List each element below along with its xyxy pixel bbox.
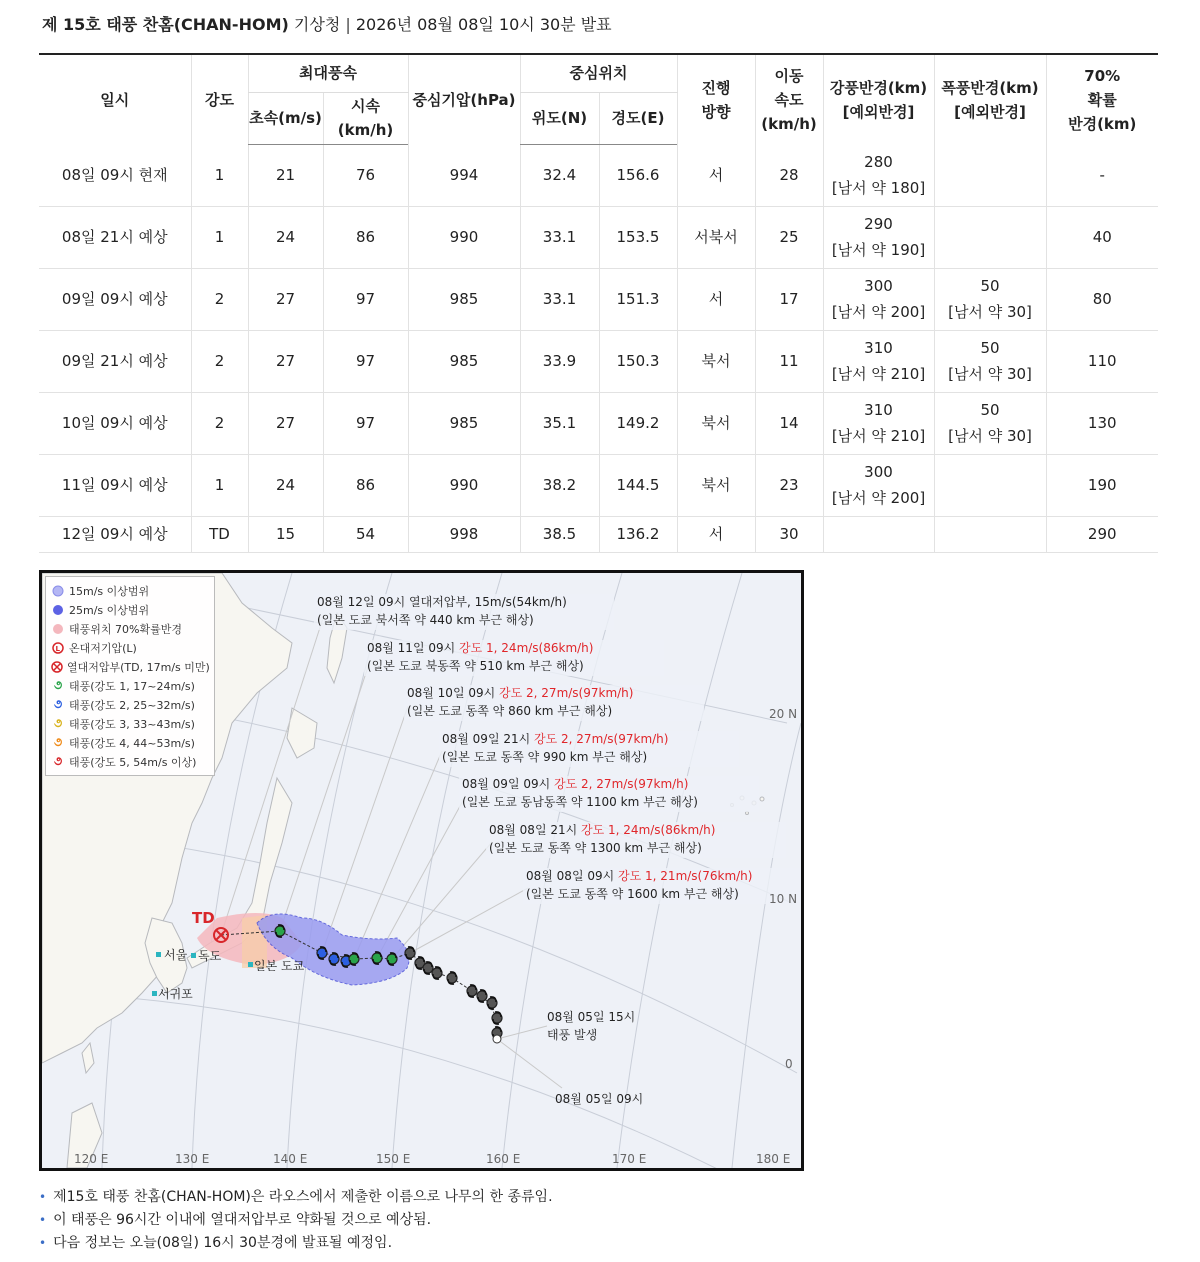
lon-label-140e: 140 E — [273, 1152, 308, 1166]
cell-pressure: 985 — [408, 392, 520, 454]
cell-wind-ms: 21 — [248, 144, 323, 206]
cell-speed: 25 — [755, 206, 823, 268]
header-pressure: 중심기압(hPa) — [408, 54, 520, 144]
annotation-line2: (일본 도쿄 북서쪽 약 440 km 부근 해상) — [317, 613, 534, 627]
cell-gale-radius — [823, 330, 934, 392]
genesis-label: 태풍 발생 — [547, 1028, 598, 1042]
cell-datetime: 10일 09시 예상 — [39, 392, 191, 454]
legend-label: 온대저기압(L) — [69, 641, 137, 655]
cell-datetime: 09일 21시 예상 — [39, 330, 191, 392]
header-wind-ms: 초속(m/s) — [248, 92, 323, 144]
lon-label-130e: 130 E — [175, 1152, 210, 1166]
label-dokdo: 독도 — [198, 949, 222, 963]
header-center: 중심위치 — [520, 54, 677, 92]
header-storm-radius — [934, 54, 1046, 144]
notes-list — [39, 1186, 553, 1255]
cell-prob-radius: 110 — [1046, 330, 1158, 392]
table-row — [39, 392, 1158, 454]
header-prob-line1: 70% — [1084, 66, 1121, 85]
typhoon-red-icon: ૭ — [53, 754, 63, 768]
cell-intensity: 2 — [191, 330, 248, 392]
cell-datetime: 12일 09시 예상 — [39, 516, 191, 552]
gale-radius-value: 310 — [864, 339, 893, 357]
cell-intensity: 1 — [191, 144, 248, 206]
typhoon-blue-icon: ૭ — [53, 697, 63, 711]
gale-radius-value: 280 — [864, 152, 893, 171]
cell-lon: 144.5 — [599, 454, 677, 516]
legend-label: 태풍(강도 2, 25~32m/s) — [69, 698, 195, 712]
cell-lat: 32.4 — [520, 144, 599, 206]
cell-wind-kmh: 76 — [323, 144, 408, 206]
cell-gale-radius — [823, 454, 934, 516]
typhoon-track-map — [39, 570, 804, 1171]
annotation-intensity: 강도 1, 21m/s(76km/h) — [618, 869, 753, 883]
table-row — [39, 330, 1158, 392]
cell-pressure: 985 — [408, 268, 520, 330]
cell-storm-radius — [934, 330, 1046, 392]
gale-radius-exception: [남서 약 210] — [831, 365, 926, 383]
header-storm-line2: [예외반경] — [954, 102, 1026, 121]
gale-radius-exception: [남서 약 180] — [831, 178, 926, 197]
cell-wind-kmh: 97 — [323, 330, 408, 392]
header-direction-line1: 진행 — [701, 78, 731, 97]
cell-storm-radius — [934, 454, 1046, 516]
header-prob-line2: 확률 — [1087, 90, 1117, 109]
annotation-line2: (일본 도쿄 동쪽 약 1300 km 부근 해상) — [489, 841, 702, 855]
cell-wind-ms: 24 — [248, 454, 323, 516]
header-speed — [755, 54, 823, 144]
cell-wind-kmh: 86 — [323, 454, 408, 516]
cell-intensity: 2 — [191, 392, 248, 454]
cell-prob-radius: 290 — [1046, 516, 1158, 552]
cell-direction: 서 — [677, 268, 755, 330]
header-lon: 경도(E) — [599, 92, 677, 144]
cell-wind-kmh: 54 — [323, 516, 408, 552]
circle-pink-icon — [51, 622, 65, 636]
storm-radius-exception: [남서 약 30] — [948, 427, 1032, 445]
header-storm-line1: 폭풍반경(km) — [941, 78, 1039, 97]
header-intensity: 강도 — [191, 54, 248, 144]
cell-lat: 33.1 — [520, 206, 599, 268]
cell-storm-radius — [934, 392, 1046, 454]
cell-prob-radius: 190 — [1046, 454, 1158, 516]
cell-lon: 149.2 — [599, 392, 677, 454]
issued-time: 2026년 08월 08일 10시 30분 발표 — [355, 15, 612, 34]
table-row — [39, 144, 1158, 206]
annotation-line1 — [489, 822, 715, 837]
cell-wind-ms: 24 — [248, 206, 323, 268]
cell-intensity: 1 — [191, 206, 248, 268]
bullet-icon: • — [39, 1213, 47, 1227]
cell-lat: 38.5 — [520, 516, 599, 552]
legend-label: 15m/s 이상범위 — [69, 584, 150, 598]
header-wind-kmh: 시속(km/h) — [323, 92, 408, 144]
table-row — [39, 206, 1158, 268]
td-label: TD — [192, 909, 215, 927]
lat-label-10n: 10 N — [769, 892, 798, 906]
legend-item — [51, 657, 209, 676]
lon-label-160e: 160 E — [486, 1152, 521, 1166]
lon-label-180e: 180 E — [756, 1152, 791, 1166]
annotation-line1 — [526, 868, 752, 883]
legend-label: 태풍(강도 5, 54m/s 이상) — [69, 755, 197, 769]
label-tokyo: 일본 도쿄 — [254, 959, 305, 973]
cell-lon: 136.2 — [599, 516, 677, 552]
storm-radius-value: 50 — [980, 339, 1000, 357]
cell-gale-radius — [823, 206, 934, 268]
forecast-table — [39, 53, 1158, 553]
cell-storm-radius — [934, 144, 1046, 206]
annotation-line2: (일본 도쿄 북동쪽 약 510 km 부근 해상) — [367, 659, 584, 673]
annotation-intensity: 강도 1, 24m/s(86km/h) — [459, 641, 594, 655]
header-prob-line3: 반경(km) — [1068, 114, 1137, 133]
cell-wind-kmh: 86 — [323, 206, 408, 268]
note-text: 다음 정보는 오늘(08일) 16시 30분경에 발표될 예정임. — [53, 1235, 393, 1251]
cell-lat: 33.1 — [520, 268, 599, 330]
annotation-line1 — [407, 685, 633, 700]
svg-text:L: L — [55, 644, 60, 653]
annotation-time: 08월 12일 09시 열대저압부, 15m/s(54km/h) — [317, 595, 567, 609]
cell-storm-radius — [934, 206, 1046, 268]
header-datetime: 일시 — [39, 54, 191, 144]
cell-storm-radius — [934, 516, 1046, 552]
cell-speed: 28 — [755, 144, 823, 206]
annotation-line1 — [367, 640, 593, 655]
header-prob-radius — [1046, 54, 1158, 144]
legend-item — [51, 733, 209, 752]
cell-pressure: 990 — [408, 206, 520, 268]
typhoon-orange-icon: ૭ — [53, 735, 63, 749]
lat-label-0: 0 — [785, 1057, 793, 1071]
gale-radius-exception: [남서 약 190] — [831, 241, 926, 259]
cell-speed: 11 — [755, 330, 823, 392]
cell-lat: 33.9 — [520, 330, 599, 392]
seoul-marker — [156, 952, 161, 957]
cell-direction: 북서 — [677, 454, 755, 516]
legend-label: 태풍(강도 1, 17~24m/s) — [69, 679, 195, 693]
circle-blue-icon — [51, 603, 65, 617]
gale-radius-value: 300 — [864, 463, 893, 481]
annotation-line2: (일본 도쿄 동쪽 약 1600 km 부근 해상) — [526, 887, 739, 901]
cell-datetime: 08일 09시 현재 — [39, 144, 191, 206]
cell-direction: 서 — [677, 516, 755, 552]
cell-speed: 30 — [755, 516, 823, 552]
legend-item — [51, 600, 209, 619]
cell-direction: 서 — [677, 144, 755, 206]
cell-direction: 서북서 — [677, 206, 755, 268]
bullet-icon: • — [39, 1236, 47, 1250]
source-label: 기상청 — [293, 15, 341, 34]
gale-radius-value: 310 — [864, 401, 893, 419]
note-text: 이 태풍은 96시간 이내에 열대저압부로 약화될 것으로 예상됨. — [53, 1212, 432, 1228]
gale-radius-exception: [남서 약 200] — [831, 303, 926, 321]
cell-lon: 151.3 — [599, 268, 677, 330]
annotation-time: 08월 08일 09시 — [526, 869, 619, 883]
cell-speed: 17 — [755, 268, 823, 330]
legend-item — [51, 676, 209, 695]
header-direction — [677, 54, 755, 144]
cell-pressure: 998 — [408, 516, 520, 552]
annotation-time: 08월 11일 09시 — [367, 641, 460, 655]
label-seogwipo: 서귀포 — [158, 987, 193, 1001]
cell-datetime: 11일 09시 예상 — [39, 454, 191, 516]
cell-wind-ms: 27 — [248, 330, 323, 392]
annotation-time: 08월 09일 09시 — [462, 777, 555, 791]
header-lat: 위도(N) — [520, 92, 599, 144]
typhoon-title: 제 15호 태풍 찬홈(CHAN-HOM) — [42, 15, 289, 34]
tokyo-marker — [248, 962, 253, 967]
cell-lon: 156.6 — [599, 144, 677, 206]
start-point-icon — [493, 1035, 501, 1043]
note-text: 제15호 태풍 찬홈(CHAN-HOM)은 라오스에서 제출한 이름으로 나무의 한 종류임. — [53, 1189, 553, 1205]
gale-radius-exception: [남서 약 210] — [831, 427, 926, 445]
gale-radius-value: 300 — [864, 277, 893, 295]
cell-wind-ms: 15 — [248, 516, 323, 552]
legend-label: 태풍위치 70%확률반경 — [69, 622, 182, 636]
cell-speed: 14 — [755, 392, 823, 454]
header-gale-line1: 강풍반경(km) — [829, 78, 928, 97]
cell-pressure: 994 — [408, 144, 520, 206]
cell-pressure: 990 — [408, 454, 520, 516]
table-row — [39, 268, 1158, 330]
annotation-time: 08월 09일 21시 — [442, 732, 535, 746]
cell-speed: 23 — [755, 454, 823, 516]
cell-direction: 북서 — [677, 330, 755, 392]
start-date: 08월 05일 09시 — [555, 1092, 644, 1106]
storm-radius-exception: [남서 약 30] — [948, 365, 1032, 383]
page-title — [42, 12, 612, 35]
cell-gale-radius — [823, 392, 934, 454]
legend-item — [51, 695, 209, 714]
header-speed-line3: (km/h) — [761, 114, 817, 133]
table-row — [39, 454, 1158, 516]
cell-gale-radius — [823, 144, 934, 206]
cell-lat: 38.2 — [520, 454, 599, 516]
cell-datetime: 09일 09시 예상 — [39, 268, 191, 330]
legend-label: 태풍(강도 3, 33~43m/s) — [69, 717, 195, 731]
annotation-intensity: 강도 1, 24m/s(86km/h) — [581, 823, 716, 837]
cell-lon: 150.3 — [599, 330, 677, 392]
tropical-depression-icon — [51, 660, 63, 674]
extratropical-low-icon — [51, 641, 65, 655]
note-item — [39, 1186, 553, 1209]
legend-item — [51, 752, 209, 771]
genesis-date: 08월 05일 15시 — [547, 1010, 636, 1024]
label-seoul: 서울 — [164, 948, 188, 962]
cell-direction: 북서 — [677, 392, 755, 454]
header-speed-line1: 이동 — [774, 66, 804, 85]
cell-wind-ms: 27 — [248, 268, 323, 330]
cell-pressure: 985 — [408, 330, 520, 392]
cell-datetime: 08일 21시 예상 — [39, 206, 191, 268]
circle-light-blue-icon — [51, 584, 65, 598]
lon-label-150e: 150 E — [376, 1152, 411, 1166]
note-item — [39, 1209, 553, 1232]
cell-lat: 35.1 — [520, 392, 599, 454]
note-item — [39, 1232, 553, 1255]
header-direction-line2: 방향 — [701, 102, 731, 121]
gale-radius-exception: [남서 약 200] — [831, 489, 926, 507]
forecast-table-body — [39, 144, 1158, 552]
cell-wind-kmh: 97 — [323, 268, 408, 330]
annotation-intensity: 강도 2, 27m/s(97km/h) — [499, 686, 634, 700]
cell-gale-radius — [823, 268, 934, 330]
lon-label-170e: 170 E — [612, 1152, 647, 1166]
header-gale-line2: [예외반경] — [842, 102, 915, 121]
header-speed-line2: 속도 — [774, 90, 804, 109]
dokdo-marker — [191, 953, 196, 958]
typhoon-green-icon: ૭ — [53, 678, 63, 692]
annotation-intensity: 강도 2, 27m/s(97km/h) — [554, 777, 689, 791]
legend-label: 25m/s 이상범위 — [69, 603, 150, 617]
legend-label: 태풍(강도 4, 44~53m/s) — [69, 736, 195, 750]
bullet-icon: • — [39, 1190, 47, 1204]
legend-label: 열대저압부(TD, 17m/s 미만) — [67, 660, 210, 674]
legend-item — [51, 619, 209, 638]
typhoon-yellow-icon: ૭ — [53, 716, 63, 730]
cell-storm-radius — [934, 268, 1046, 330]
cell-wind-ms: 27 — [248, 392, 323, 454]
seogwipo-marker — [152, 991, 157, 996]
map-legend — [45, 576, 215, 776]
cell-intensity: TD — [191, 516, 248, 552]
storm-radius-exception: [남서 약 30] — [948, 303, 1032, 321]
annotation-line1 — [462, 776, 688, 791]
cell-gale-radius — [823, 516, 934, 552]
lon-label-120e: 120 E — [74, 1152, 109, 1166]
annotation-time: 08월 10일 09시 — [407, 686, 500, 700]
cell-prob-radius: - — [1046, 144, 1158, 206]
storm-radius-value: 50 — [980, 401, 1000, 419]
annotation-time: 08월 08일 21시 — [489, 823, 582, 837]
cell-lon: 153.5 — [599, 206, 677, 268]
title-separator: | — [345, 15, 351, 34]
cell-intensity: 1 — [191, 454, 248, 516]
gale-radius-value: 290 — [864, 215, 893, 233]
annotation-line2: (일본 도쿄 동쪽 약 860 km 부근 해상) — [407, 704, 613, 718]
cell-prob-radius: 130 — [1046, 392, 1158, 454]
annotation-line2: (일본 도쿄 동쪽 약 990 km 부근 해상) — [442, 750, 648, 764]
lat-label-20n: 20 N — [769, 707, 798, 721]
cell-prob-radius: 80 — [1046, 268, 1158, 330]
table-row — [39, 516, 1158, 552]
header-max-wind: 최대풍속 — [248, 54, 408, 92]
legend-item — [51, 638, 209, 657]
annotation-intensity: 강도 2, 27m/s(97km/h) — [534, 732, 669, 746]
annotation-line1 — [442, 731, 668, 746]
cell-intensity: 2 — [191, 268, 248, 330]
legend-item — [51, 714, 209, 733]
header-gale-radius — [823, 54, 934, 144]
annotation-line2: (일본 도쿄 동남동쪽 약 1100 km 부근 해상) — [462, 795, 698, 809]
storm-radius-value: 50 — [980, 277, 1000, 295]
legend-item — [51, 581, 209, 600]
cell-wind-kmh: 97 — [323, 392, 408, 454]
annotation-line1 — [317, 594, 567, 609]
cell-prob-radius: 40 — [1046, 206, 1158, 268]
